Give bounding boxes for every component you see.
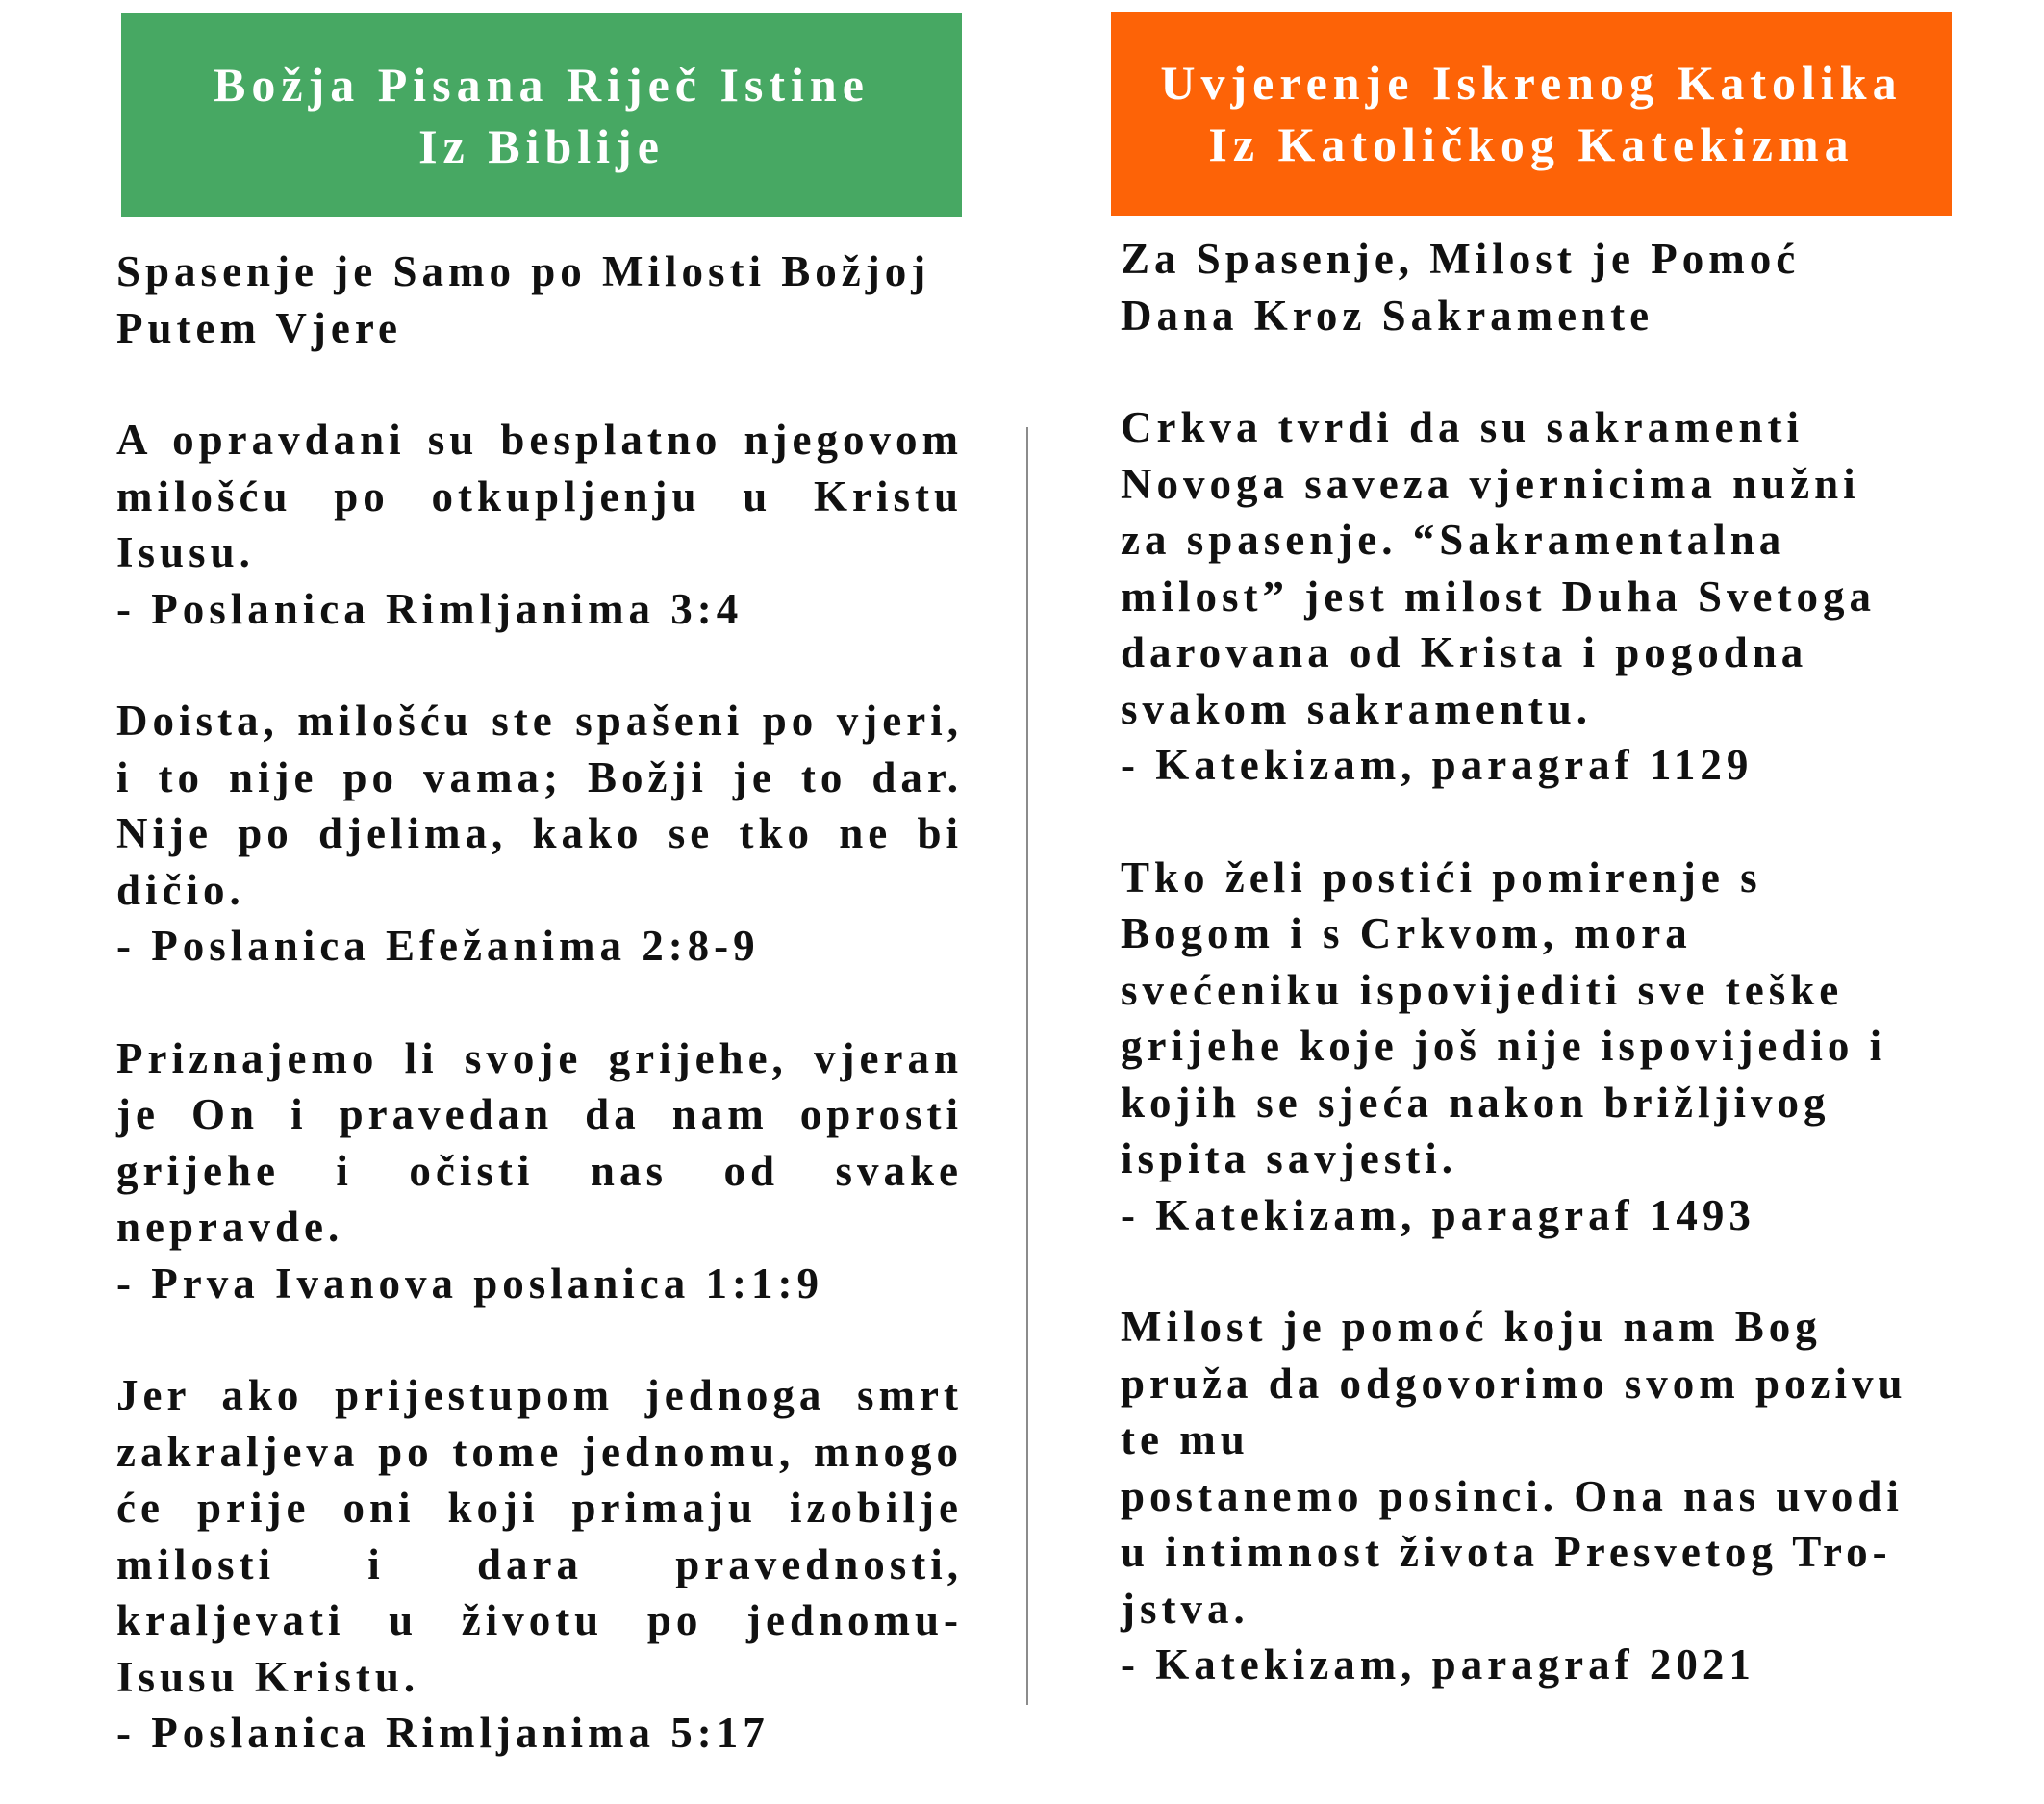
- catechism-column: [1121, 231, 1967, 1693]
- quote-text: Jer ako prijestupom jednoga smrt zakraljeva po tome jednomu, mnogo će prije oni koji primaju izobilje milosti i dara pravednosti, kraljevati u životu po jednomu- Isusu Kristu.: [116, 1371, 963, 1701]
- catechism-header: [1111, 12, 1952, 216]
- catechism-header-title: Uvjerenje Iskrenog Katolika: [1160, 56, 1903, 110]
- bible-heading-line: Putem Vjere: [116, 303, 402, 352]
- quote-line: milost” jest milost Duha Svetoga: [1121, 572, 1876, 621]
- quote-reference: - Poslanica Efežanima 2:8-9: [116, 922, 760, 970]
- quote-line: za spasenje. “Sakramentalna: [1121, 516, 1786, 564]
- quote-text: Doista, milošću ste spašeni po vjeri, i to nije po vama; Božji je to dar. Nije po djelima, kako se tko ne bi dičio.: [116, 697, 963, 914]
- catechism-header-subtitle: Iz Katoličkog Katekizma: [1208, 117, 1855, 171]
- bible-header: [121, 13, 962, 217]
- quote-line: darovana od Krista i pogodna: [1121, 628, 1808, 676]
- quote-line: Bogom i s Crkvom, mora: [1121, 909, 1692, 957]
- quote-line: kojih se sjeća nakon brižljivog: [1121, 1078, 1830, 1127]
- quote-text: A opravdani su besplatno njegovom milošću po otkupljenju u Kristu Isusu.: [116, 416, 963, 576]
- quote-line: Crkva tvrdi da su sakramenti: [1121, 403, 1804, 451]
- quote-line: Milost je pomoć koju nam Bog: [1121, 1303, 1822, 1351]
- quote-line: grijehe koje još nije ispovijedio i: [1121, 1022, 1887, 1070]
- catechism-quote: [1121, 1299, 1967, 1693]
- bible-quote: [116, 693, 963, 975]
- bible-column: [116, 243, 963, 1762]
- catechism-quote: [1121, 850, 1967, 1244]
- bible-header-subtitle: Iz Biblije: [418, 119, 665, 173]
- quote-reference: - Poslanica Rimljanima 3:4: [116, 584, 744, 633]
- quote-line: Novoga saveza vjernicima nužni: [1121, 459, 1860, 508]
- quote-reference: - Prva Ivanova poslanica 1:1:9: [116, 1258, 823, 1308]
- quote-line: postanemo posinci. Ona nas uvodi: [1121, 1471, 1904, 1520]
- quote-line: Tko želi postići pomirenje s: [1121, 852, 1762, 902]
- bible-quote: [116, 1030, 963, 1312]
- bible-header-title: Božja Pisana Riječ Istine: [214, 58, 870, 112]
- catechism-column-heading: [1121, 231, 1967, 343]
- quote-line: ispita savjesti.: [1121, 1134, 1457, 1182]
- quote-line: jstva.: [1121, 1584, 1249, 1633]
- bible-quote: [116, 412, 963, 637]
- quote-text: Priznajemo li svoje grijehe, vjeran je On i pravedan da nam oprosti grijehe i očisti nas od svake nepravde.: [116, 1033, 963, 1251]
- catechism-heading-line: Dana Kroz Sakramente: [1121, 291, 1654, 340]
- catechism-heading-line: Za Spasenje, Milost je Pomoć: [1121, 235, 1801, 283]
- quote-reference: - Katekizam, paragraf 1493: [1121, 1190, 1755, 1239]
- bible-heading-line: Spasenje je Samo po Milosti Božjoj: [116, 247, 931, 295]
- quote-line: svećeniku ispovijediti sve teške: [1121, 965, 1844, 1014]
- quote-reference: - Katekizam, paragraf 1129: [1121, 741, 1754, 789]
- column-divider: [1026, 427, 1028, 1705]
- quote-line: te mu: [1121, 1415, 1249, 1463]
- bible-quote: [116, 1367, 963, 1762]
- quote-reference: - Poslanica Rimljanima 5:17: [116, 1709, 770, 1757]
- catechism-quote: [1121, 399, 1967, 794]
- bible-column-heading: [116, 243, 963, 356]
- quote-line: pruža da odgovorimo svom pozivu: [1121, 1359, 1907, 1408]
- quote-line: u intimnost života Presvetog Tro-: [1121, 1528, 1892, 1576]
- quote-reference: - Katekizam, paragraf 2021: [1121, 1640, 1755, 1689]
- quote-line: svakom sakramentu.: [1121, 684, 1593, 733]
